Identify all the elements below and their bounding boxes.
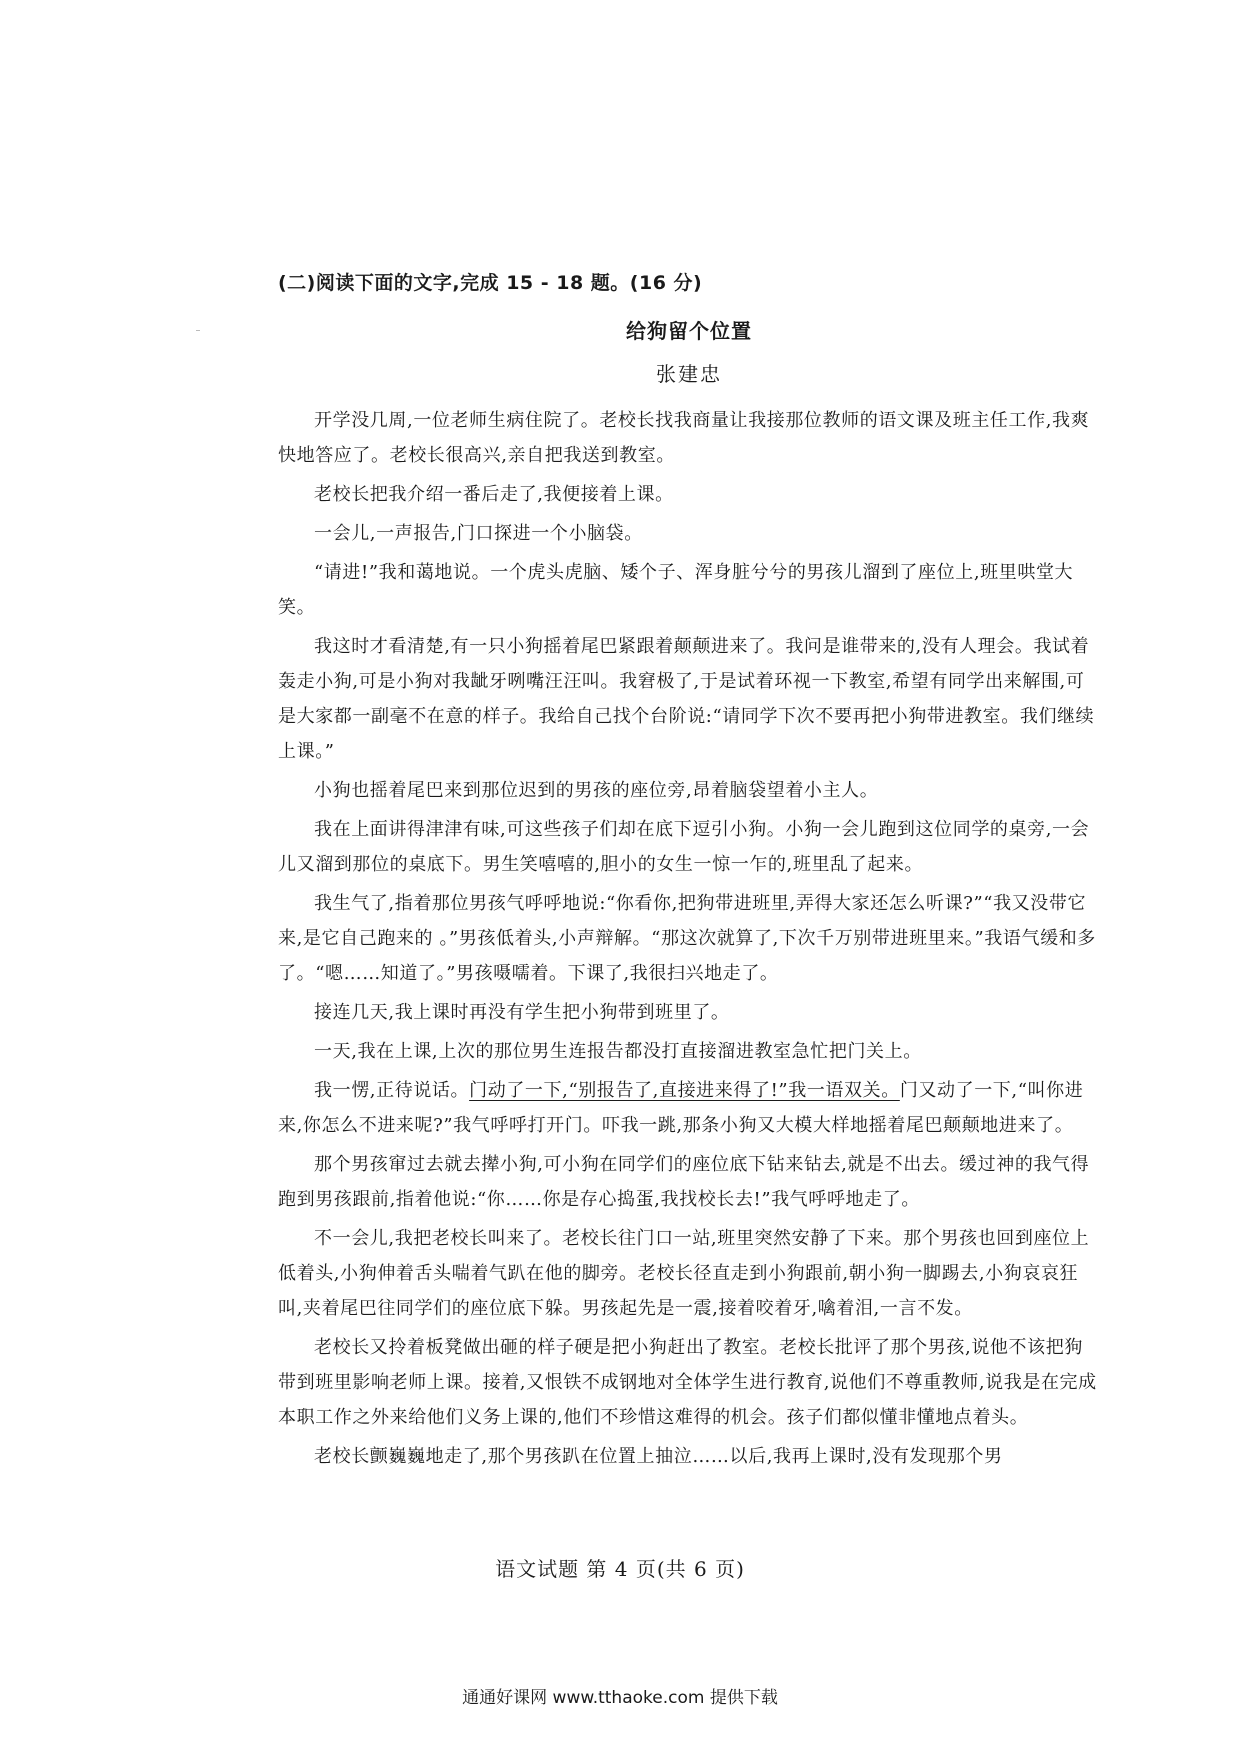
text-before-underline: 我一愣,正待说话。 (314, 1080, 470, 1101)
article-title: 给狗留个位置 (626, 319, 752, 343)
paragraph: 我生气了,指着那位男孩气呼呼地说:“你看你,把狗带进班里,弄得大家还怎么听课?”“我又没带它来,是它自己跑来的 。”男孩低着头,小声辩解。“那这次就算了,下次千万别带进班里来。”我语气缓和多了。“嗯……知道了。”男孩嗫嚅着。下课了,我很扫兴地走了。 (278, 893, 1096, 984)
text-after-underline: 门又动了一下,“叫你进来,你怎么不进来呢?”我气呼呼打开门。吓我一跳,那条小狗又大模大样地摇着尾巴颠颠地进来了。 (278, 1080, 1084, 1136)
paragraph: 那个男孩窜过去就去撵小狗,可小狗在同学们的座位底下钻来钻去,就是不出去。缓过神的我气得跑到男孩跟前,指着他说:“你……你是存心捣蛋,我找校长去!”我气呼呼地走了。 (278, 1154, 1090, 1210)
paragraph: 开学没几周,一位老师生病住院了。老校长找我商量让我接那位教师的语文课及班主任工作,我爽快地答应了。老校长很高兴,亲自把我送到教室。 (278, 410, 1090, 466)
paragraph: 接连几天,我上课时再没有学生把小狗带到班里了。 (314, 1002, 730, 1023)
section-heading: (二)阅读下面的文字,完成 15 - 18 题。(16 分) (278, 272, 703, 294)
paragraph: “请进!”我和蔼地说。一个虎头虎脑、矮个子、浑身脏兮兮的男孩儿溜到了座位上,班里哄堂大笑。 (278, 562, 1074, 618)
paragraph: 一天,我在上课,上次的那位男生连报告都没打直接溜进教室急忙把门关上。 (314, 1041, 922, 1062)
paragraph: 我在上面讲得津津有味,可这些孩子们却在底下逗引小狗。小狗一会儿跑到这位同学的桌旁,一会儿又溜到那位的桌底下。男生笑嘻嘻的,胆小的女生一惊一乍的,班里乱了起来。 (278, 819, 1090, 875)
source-credit: 通通好课网 www.tthaoke.com 提供下载 (462, 1688, 778, 1708)
reading-section (278, 268, 1100, 1478)
paragraph: 小狗也摇着尾巴来到那位迟到的男孩的座位旁,昂着脑袋望着小主人。 (314, 780, 879, 801)
page-footer: 语文试题 第 4 页(共 6 页) (495, 1557, 745, 1581)
paragraph: 一会儿,一声报告,门口探进一个小脑袋。 (314, 523, 643, 544)
underlined-sentence: 门动了一下,“别报告了,直接进来得了!”我一语双关。 (469, 1080, 900, 1101)
paragraph-with-underline (278, 1073, 1100, 1143)
article-author: 张建忠 (656, 362, 722, 386)
paragraph: 老校长又拎着板凳做出砸的样子硬是把小狗赶出了教室。老校长批评了那个男孩,说他不该把狗带到班里影响老师上课。接着,又恨铁不成钢地对全体学生进行教育,说他们不尊重教师,说我是在完成本职工作之外来给他们义务上课的,他们不珍惜这难得的机会。孩子们都似懂非懂地点着头。 (278, 1337, 1097, 1428)
scan-speck (196, 330, 200, 331)
paragraph: 不一会儿,我把老校长叫来了。老校长往门口一站,班里突然安静了下来。那个男孩也回到座位上低着头,小狗伸着舌头喘着气趴在他的脚旁。老校长径直走到小狗跟前,朝小狗一脚踢去,小狗哀哀狂叫,夹着尾巴往同学们的座位底下躲。男孩起先是一震,接着咬着牙,噙着泪,一言不发。 (278, 1228, 1090, 1319)
paragraph: 老校长把我介绍一番后走了,我便接着上课。 (314, 484, 674, 505)
paragraph: 老校长颤巍巍地走了,那个男孩趴在位置上抽泣……以后,我再上课时,没有发现那个男 (314, 1446, 1003, 1467)
paragraph: 我这时才看清楚,有一只小狗摇着尾巴紧跟着颠颠进来了。我问是谁带来的,没有人理会。我试着轰走小狗,可是小狗对我龇牙咧嘴汪汪叫。我窘极了,于是试着环视一下教室,希望有同学出来解围,可是大家都一副毫不在意的样子。我给自己找个台阶说:“请同学下次不要再把小狗带进教室。我们继续上课。” (278, 636, 1095, 762)
